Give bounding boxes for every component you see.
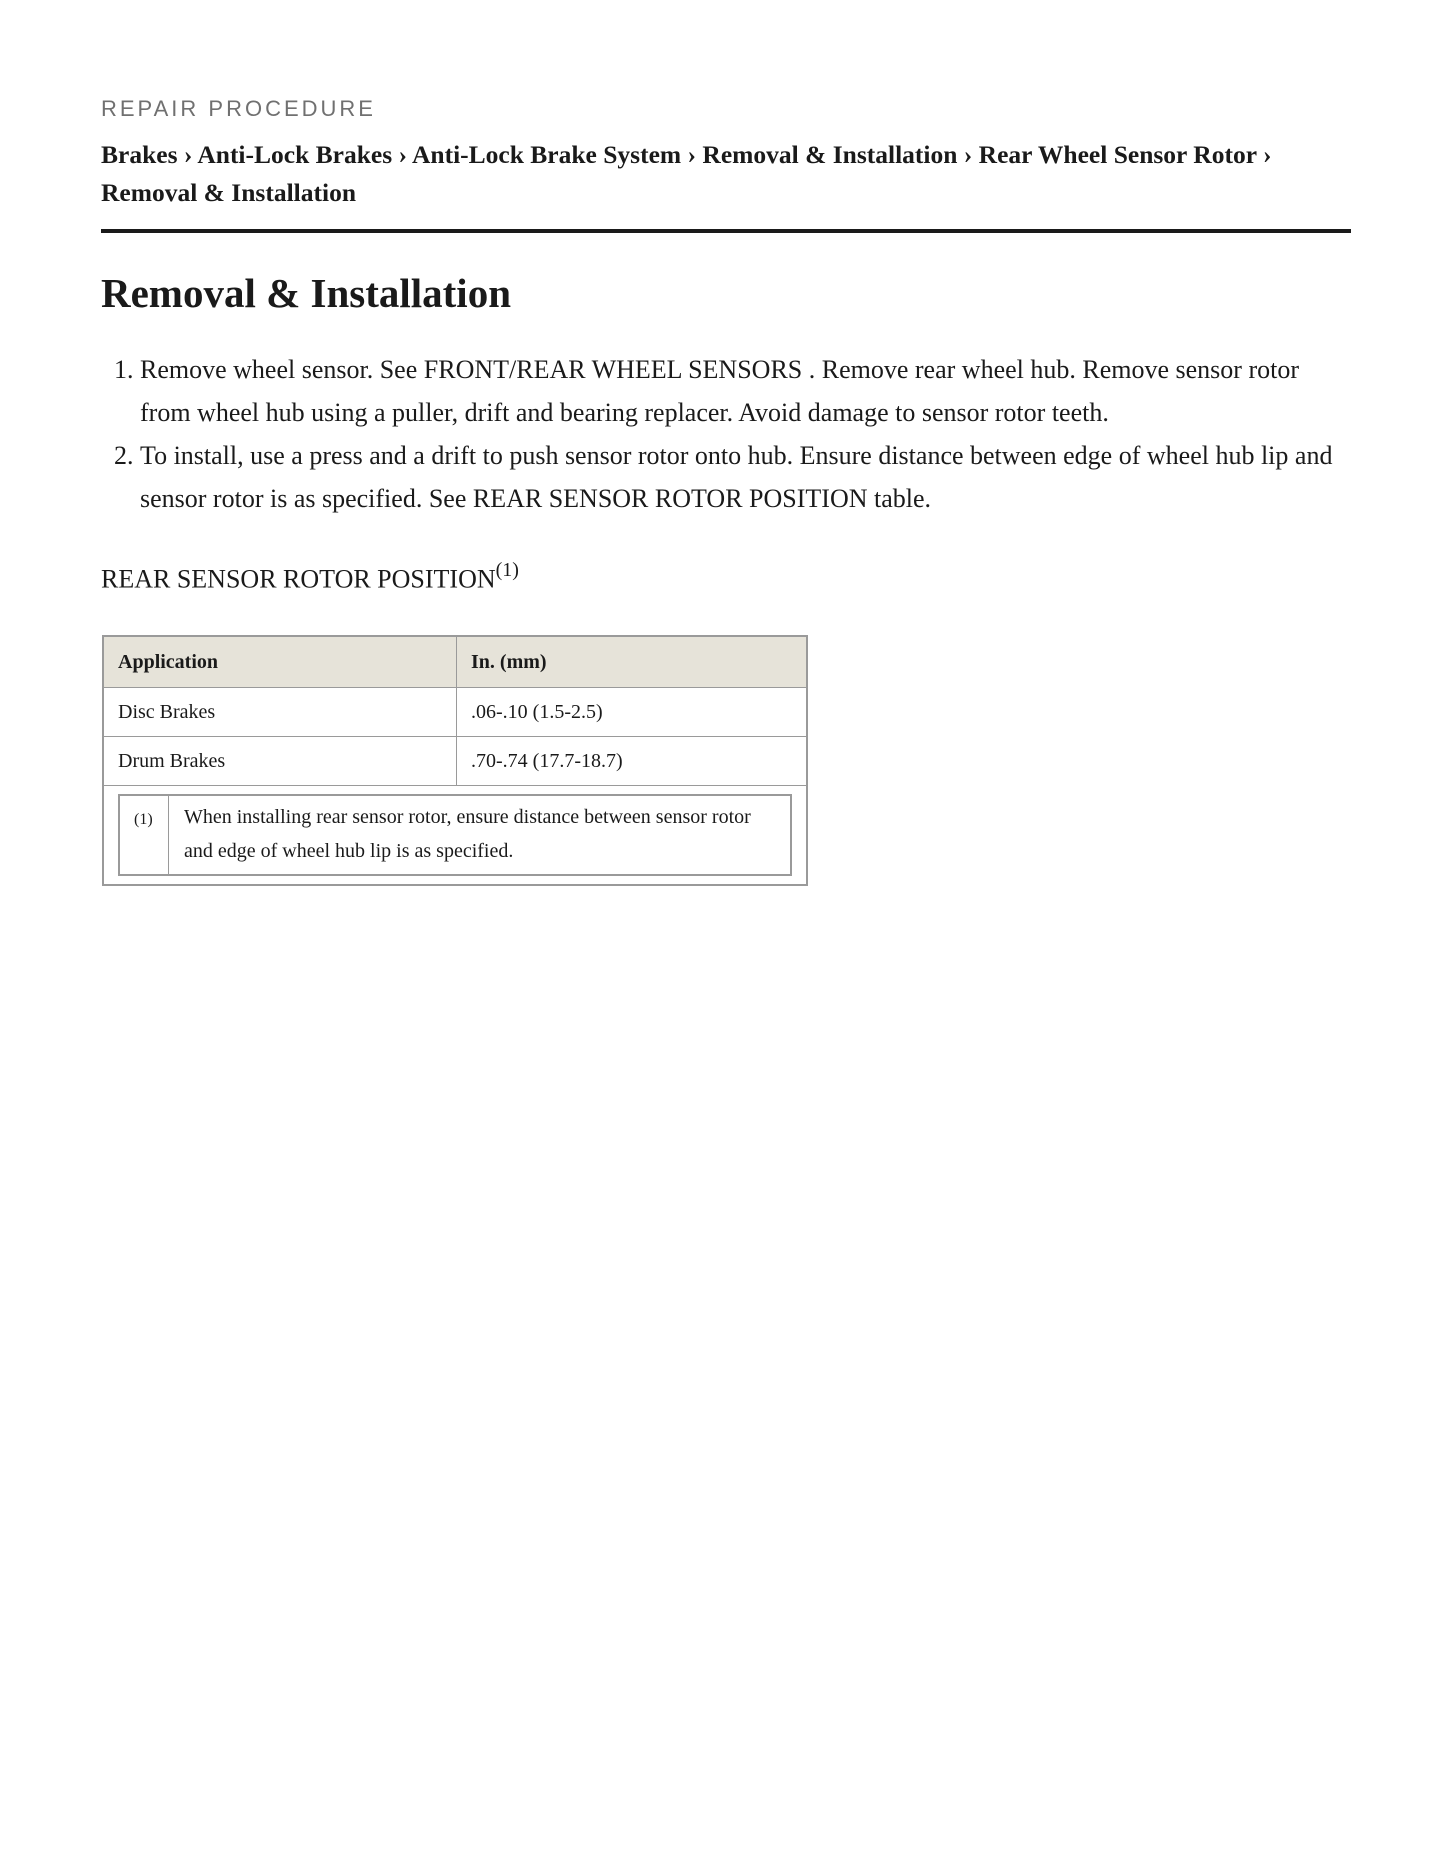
- breadcrumb-item-removal-installation[interactable]: Removal & Installation: [702, 140, 958, 169]
- footnote-mark: (1): [119, 795, 169, 875]
- table-cell-measurement: .06-.10 (1.5-2.5): [457, 688, 808, 737]
- table-cell-measurement: .70-.74 (17.7-18.7): [457, 737, 808, 786]
- procedure-step: 2. To install, use a press and a drift to push sensor rotor onto hub. Ensure distance between edge of wheel hub lip and sensor rotor is as specified. See REAR SENSOR ROTOR POSITION table.: [140, 434, 1351, 520]
- breadcrumb-item-rear-wheel-sensor-rotor[interactable]: Rear Wheel Sensor Rotor: [978, 140, 1257, 169]
- table-row: [103, 688, 807, 737]
- breadcrumb-item-anti-lock-brakes[interactable]: Anti-Lock Brakes: [197, 140, 393, 169]
- table-header-row: [103, 636, 807, 688]
- procedure-step: 1. Remove wheel sensor. See FRONT/REAR WHEEL SENSORS . Remove rear wheel hub. Remove sensor rotor from wheel hub using a puller, drift and bearing replacer. Avoid damage to sensor rotor teeth.: [140, 348, 1351, 434]
- table-title-text: REAR SENSOR ROTOR POSITION: [101, 564, 496, 594]
- table-cell-application: Drum Brakes: [103, 737, 457, 786]
- breadcrumb-item-current: Removal & Installation: [101, 178, 356, 207]
- breadcrumb-item-anti-lock-brake-system[interactable]: Anti-Lock Brake System: [412, 140, 682, 169]
- breadcrumb-separator: ›: [1262, 140, 1272, 169]
- table-cell-application: Disc Brakes: [103, 688, 457, 737]
- rear-sensor-rotor-position-table: [102, 635, 808, 886]
- table-footnote-cell: [103, 786, 807, 886]
- procedure-steps: [101, 348, 1351, 520]
- table-footnote-row: [103, 786, 807, 886]
- breadcrumb-separator: ›: [398, 140, 408, 169]
- section-kicker: REPAIR PROCEDURE: [101, 96, 376, 121]
- table-title-note-mark: (1): [495, 559, 519, 581]
- breadcrumb-item-brakes[interactable]: Brakes: [101, 140, 178, 169]
- column-header-application: Application: [103, 636, 457, 688]
- table-row: [103, 737, 807, 786]
- header-divider: [101, 229, 1351, 233]
- breadcrumb-separator: ›: [183, 140, 193, 169]
- table-title: [101, 554, 519, 598]
- breadcrumb: [101, 136, 1351, 212]
- breadcrumb-separator: ›: [687, 140, 697, 169]
- footnote-text: When installing rear sensor rotor, ensure distance between sensor rotor and edge of wheel hub lip is as specified.: [169, 795, 792, 875]
- breadcrumb-separator: ›: [963, 140, 973, 169]
- column-header-measurement: In. (mm): [457, 636, 808, 688]
- footnote-table: [118, 794, 792, 876]
- page-title: Removal & Installation: [101, 270, 511, 316]
